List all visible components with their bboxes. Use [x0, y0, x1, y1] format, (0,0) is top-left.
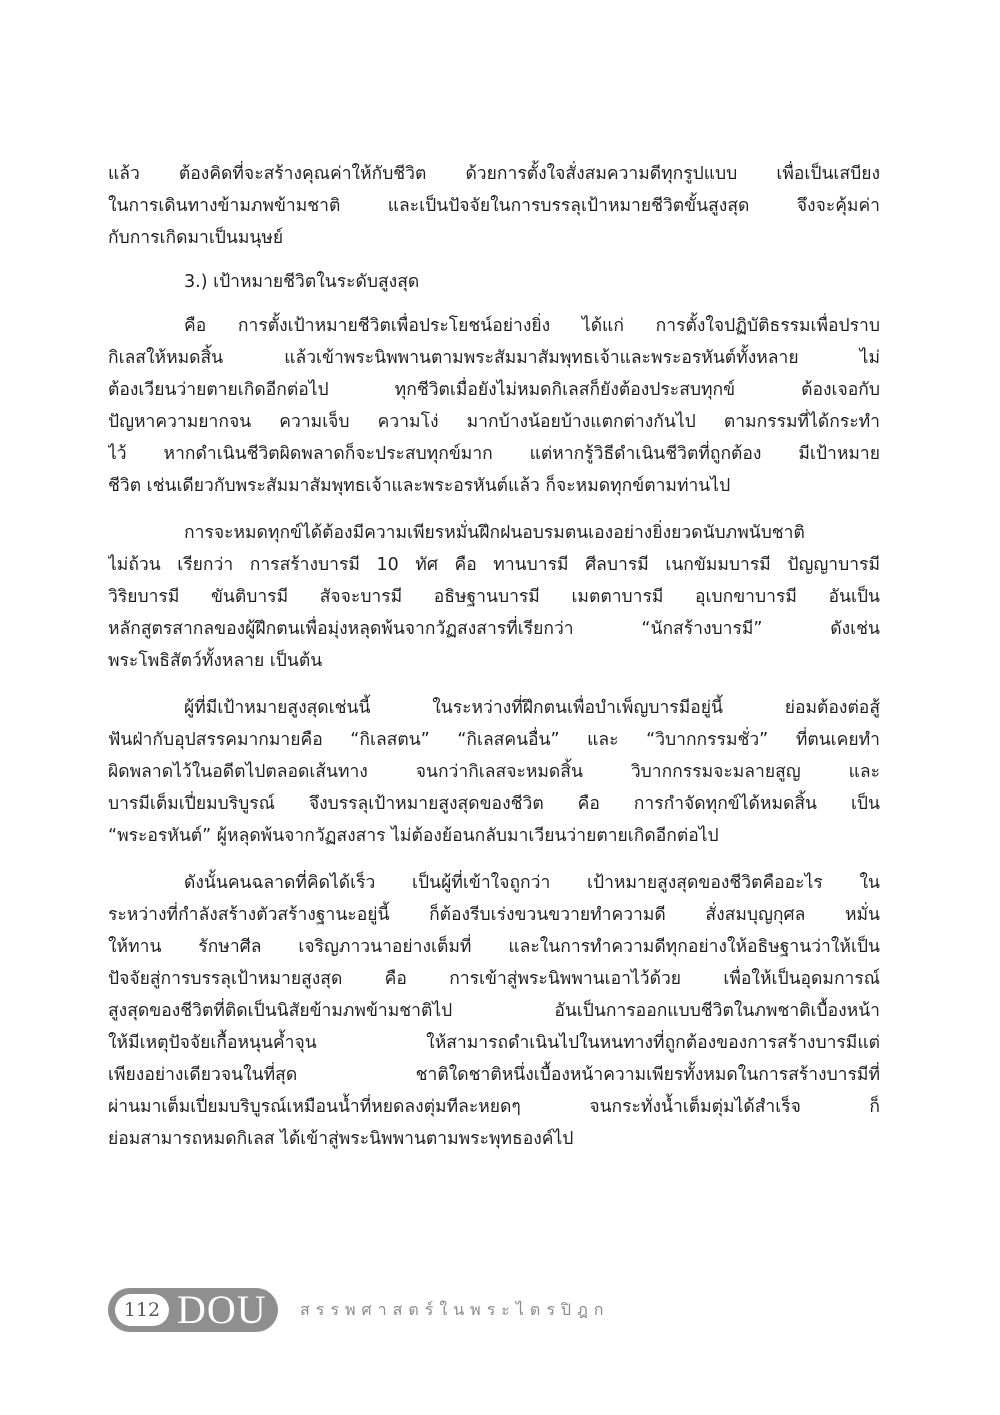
- page-footer: [108, 1288, 610, 1332]
- text-line: ฟันฝ่ากับอุปสรรคมากมายคือ “กิเลสตน” “กิเลสคนอื่น” และ “วิบากกรรมชั่ว” ที่ตนเคยทำ: [108, 730, 880, 750]
- text-line: ให้มีเหตุปัจจัยเกื้อหนุนค้ำจุน ให้สามารถดำเนินไปในหนทางที่ถูกต้องของการสร้างบารมีแต่: [108, 1033, 880, 1053]
- paragraph-perfections: [108, 517, 880, 677]
- text-line: การจะหมดทุกข์ได้ต้องมีความเพียรหมั่นฝึกฝนอบรมตนเองอย่างยิ่งยวดนับภพนับชาติ: [184, 523, 805, 543]
- text-line: ในการเดินทางข้ามภพข้ามชาติ และเป็นปัจจัยในการบรรลุเป้าหมายชีวิตขั้นสูงสุด จึงจะคุ้มค่า: [108, 196, 880, 216]
- paragraph-conclusion: [108, 867, 880, 1155]
- paragraph-obstacles: [108, 692, 880, 852]
- text-line: ระหว่างที่กำลังสร้างตัวสร้างฐานะอยู่นี้ ก็ต้องรีบเร่งขวนขวายทำความดี สั่งสมบุญกุศล หมั่น: [108, 905, 880, 925]
- text-line: ให้ทาน รักษาศีล เจริญภาวนาอย่างเต็มที่ และในการทำความดีทุกอย่างให้อธิษฐานว่าให้เป็น: [108, 937, 880, 957]
- text-line: ดังนั้นคนฉลาดที่คิดได้เร็ว เป็นผู้ที่เข้าใจถูกว่า เป้าหมายสูงสุดของชีวิตคืออะไร ใน: [184, 873, 880, 893]
- text-line: ไว้ หากดำเนินชีวิตผิดพลาดก็จะประสบทุกข์มาก แต่หากรู้วิธีดำเนินชีวิตที่ถูกต้อง มีเป้าหมาย: [108, 444, 880, 464]
- text-line: ผิดพลาดไว้ในอดีตไปตลอดเส้นทาง จนกว่ากิเลสจะหมดสิ้น วิบากกรรมจะมลายสูญ และ: [108, 762, 880, 782]
- text-line: พระโพธิสัตว์ทั้งหลาย เป็นต้น: [108, 651, 323, 671]
- text-line: สูงสุดของชีวิตที่ติดเป็นนิสัยข้ามภพข้ามชาติไป อันเป็นการออกแบบชีวิตในภพชาติเบื้องหน้า: [108, 1001, 880, 1021]
- text-line: ไม่ถ้วน เรียกว่า การสร้างบารมี 10 ทัศ คือ ทานบารมี ศีลบารมี เนกขัมมบารมี ปัญญาบารมี: [108, 555, 880, 575]
- paragraph-continuation: [108, 158, 880, 254]
- text-line: ปัจจัยสู่การบรรลุเป้าหมายสูงสุด คือ การเข้าสู่พระนิพพานเอาไว้ด้วย เพื่อให้เป็นอุดมการณ์: [108, 969, 880, 989]
- text-line: บารมีเต็มเปี่ยมบริบูรณ์ จึงบรรลุเป้าหมายสูงสุดของชีวิต คือ การกำจัดทุกข์ได้หมดสิ้น เป็น: [108, 794, 880, 814]
- paragraph-definition: [108, 310, 880, 502]
- text-line: แล้ว ต้องคิดที่จะสร้างคุณค่าให้กับชีวิต ด้วยการตั้งใจสั่งสมความดีทุกรูปแบบ เพื่อเป็นเสบียง: [108, 164, 880, 184]
- text-line: ชีวิต เช่นเดียวกับพระสัมมาสัมพุทธเจ้าและพระอรหันต์แล้ว ก็จะหมดทุกข์ตามท่านไป: [108, 476, 731, 496]
- text-line: กิเลสให้หมดสิ้น แล้วเข้าพระนิพพานตามพระสัมมาสัมพุทธเจ้าและพระอรหันต์ทั้งหลาย ไม่: [108, 348, 880, 368]
- text-line: กับการเกิดมาเป็นมนุษย์: [108, 228, 284, 248]
- text-line: เพียงอย่างเดียวจนในที่สุด ชาติใดชาติหนึ่งเบื้องหน้าความเพียรทั้งหมดในการสร้างบารมีที่: [108, 1065, 880, 1085]
- page-number: 112: [115, 1294, 169, 1326]
- text-line: ผู้ที่มีเป้าหมายสูงสุดเช่นนี้ ในระหว่างที่ฝึกตนเพื่อบำเพ็ญบารมีอยู่นี้ ย่อมต้องต่อสู้: [184, 698, 880, 718]
- text-line: คือ การตั้งเป้าหมายชีวิตเพื่อประโยชน์อย่างยิ่ง ได้แก่ การตั้งใจปฏิบัติธรรมเพื่อปราบ: [184, 316, 880, 336]
- text-line: ผ่านมาเต็มเปี่ยมบริบูรณ์เหมือนน้ำที่หยดลงตุ่มทีละหยดๆ จนกระทั่งน้ำเต็มตุ่มได้สำเร็จ ก็: [108, 1097, 880, 1117]
- text-line: “พระอรหันต์” ผู้หลุดพ้นจากวัฏสงสาร ไม่ต้องย้อนกลับมาเวียนว่ายตายเกิดอีกต่อไป: [108, 826, 719, 846]
- dou-logo: DOU: [177, 1287, 267, 1332]
- text-line: ปัญหาความยากจน ความเจ็บ ความโง่ มากบ้างน้อยบ้างแตกต่างกันไป ตามกรรมที่ได้กระทำ: [108, 412, 880, 432]
- page-body: [108, 158, 880, 1155]
- text-line: วิริยบารมี ขันติบารมี สัจจะบารมี อธิษฐานบารมี เมตตาบารมี อุเบกขาบารมี อันเป็น: [108, 587, 880, 607]
- page-badge: [108, 1288, 278, 1332]
- text-line: ย่อมสามารถหมดกิเลส ได้เข้าสู่พระนิพพานตามพระพุทธองค์ไป: [108, 1129, 574, 1149]
- section-heading: [108, 266, 880, 298]
- text-line: หลักสูตรสากลของผู้ฝึกตนเพื่อมุ่งหลุดพ้นจากวัฏสงสารที่เรียกว่า “นักสร้างบารมี” ดังเช่น: [108, 619, 880, 639]
- text-line: ต้องเวียนว่ายตายเกิดอีกต่อไป ทุกชีวิตเมื่อยังไม่หมดกิเลสก็ยังต้องประสบทุกข์ ต้องเจอกับ: [108, 380, 880, 400]
- book-title: สรรพศาสตร์ในพระไตรปิฎก: [300, 1299, 610, 1319]
- heading-line: 3.) เป้าหมายชีวิตในระดับสูงสุด: [184, 272, 420, 292]
